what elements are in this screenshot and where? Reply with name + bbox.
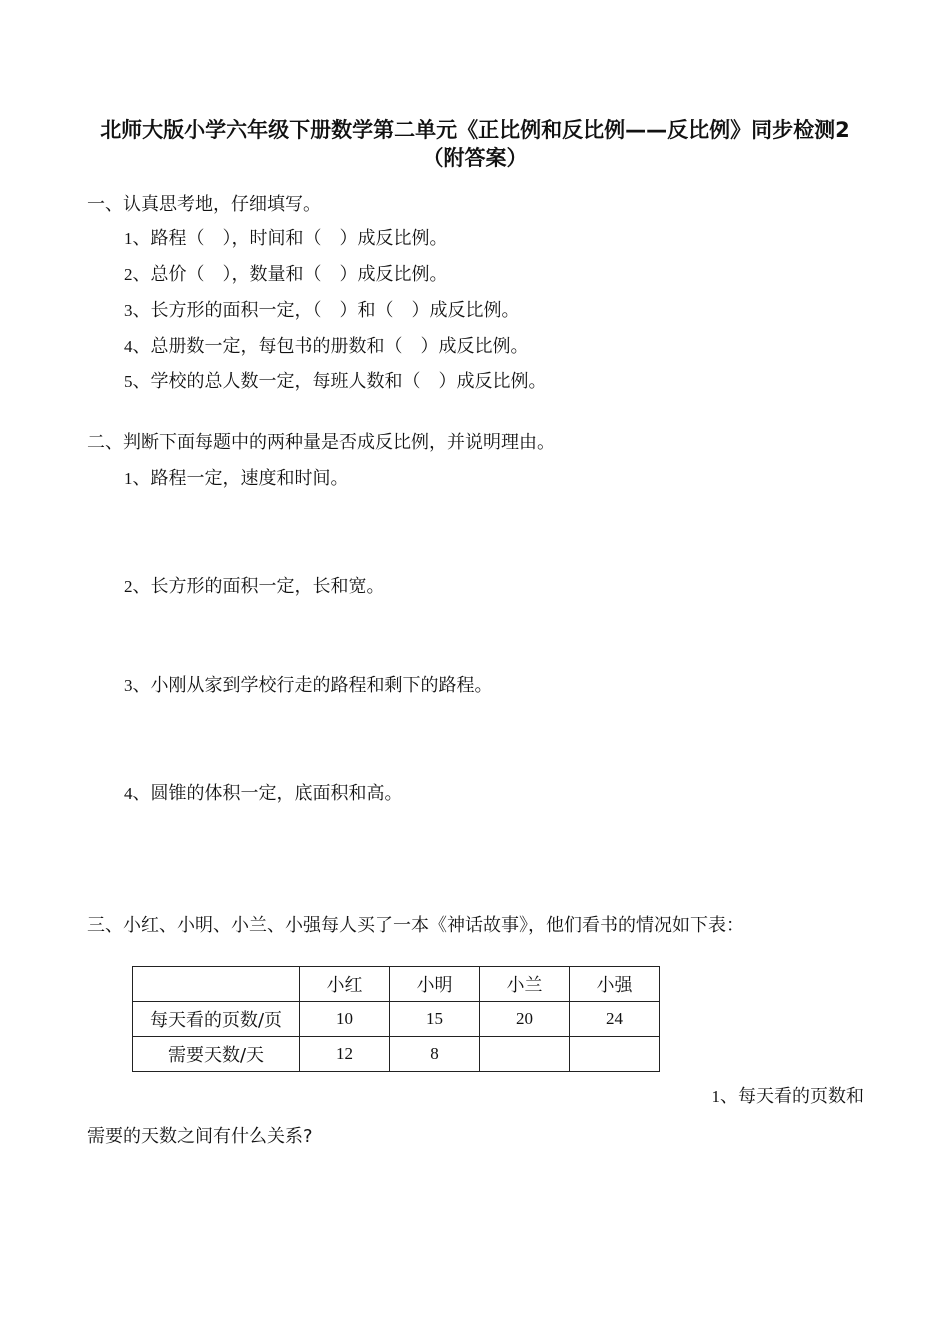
table-cell: 10 — [300, 1002, 390, 1037]
table-header-cell: 小强 — [570, 967, 660, 1002]
item-text: 、长方形的面积一定，（ ）和（ ）成反比例。 — [132, 300, 520, 321]
item-number: 3 — [124, 301, 133, 320]
section2-item-1 — [124, 467, 349, 491]
section1-item-5 — [124, 370, 547, 394]
item-number: 1 — [124, 469, 133, 488]
page-title: 北师大版小学六年级下册数学第二单元《正比例和反比例——反比例》同步检测2（附答案） — [100, 118, 850, 170]
item-text: 、总价（ ），数量和（ ）成反比例。 — [132, 264, 448, 285]
item-text: 、路程一定，速度和时间。 — [132, 468, 349, 489]
section2-item-3 — [124, 674, 493, 698]
table-header-cell: 小明 — [390, 967, 480, 1002]
table-header-cell: 小兰 — [480, 967, 570, 1002]
item-text: 、小刚从家到学校行走的路程和剩下的路程。 — [132, 675, 493, 696]
item-number: 2 — [124, 265, 133, 284]
section1-item-3 — [124, 299, 520, 323]
question-text: 、每天看的页数和 — [720, 1086, 864, 1107]
table-cell: 24 — [570, 1002, 660, 1037]
section2-item-4 — [124, 782, 403, 806]
item-text: 、总册数一定，每包书的册数和（ ）成反比例。 — [132, 336, 529, 357]
item-text: 、长方形的面积一定，长和宽。 — [132, 576, 385, 597]
item-text: 、圆锥的体积一定，底面积和高。 — [132, 783, 403, 804]
section1-heading: 一、认真思考地，仔细填写。 — [87, 194, 321, 215]
item-text: 、学校的总人数一定，每班人数和（ ）成反比例。 — [132, 371, 547, 392]
table-cell — [570, 1037, 660, 1072]
section3-heading: 三、小红、小明、小兰、小强每人买了一本《神话故事》，他们看书的情况如下表： — [87, 915, 744, 936]
item-number: 4 — [124, 784, 133, 803]
table-cell: 8 — [390, 1037, 480, 1072]
row-label: 需要天数/天 — [133, 1037, 300, 1072]
table-cell: 12 — [300, 1037, 390, 1072]
section2-heading: 二、判断下面每题中的两种量是否成反比例，并说明理由。 — [87, 432, 555, 453]
item-number: 1 — [711, 1087, 720, 1106]
section3-question-line1 — [712, 1085, 865, 1109]
table-cell — [133, 967, 300, 1002]
item-number: 4 — [124, 337, 133, 356]
item-number: 1 — [124, 229, 133, 248]
item-text: 、路程（ ），时间和（ ）成反比例。 — [132, 228, 448, 249]
table-header-row — [133, 967, 660, 1002]
table-row — [133, 1002, 660, 1037]
table-cell: 15 — [390, 1002, 480, 1037]
table-row — [133, 1037, 660, 1072]
item-number: 2 — [124, 577, 133, 596]
section2-item-2 — [124, 575, 385, 599]
item-number: 5 — [124, 372, 133, 391]
table-cell: 20 — [480, 1002, 570, 1037]
table-header-cell: 小红 — [300, 967, 390, 1002]
section3-question-line2: 需要的天数之间有什么关系? — [87, 1126, 313, 1147]
section1-item-4 — [124, 335, 529, 359]
reading-table — [132, 966, 660, 1072]
row-label: 每天看的页数/页 — [133, 1002, 300, 1037]
table-cell — [480, 1037, 570, 1072]
section1-item-2 — [124, 263, 448, 287]
section1-item-1 — [124, 227, 448, 251]
item-number: 3 — [124, 676, 133, 695]
